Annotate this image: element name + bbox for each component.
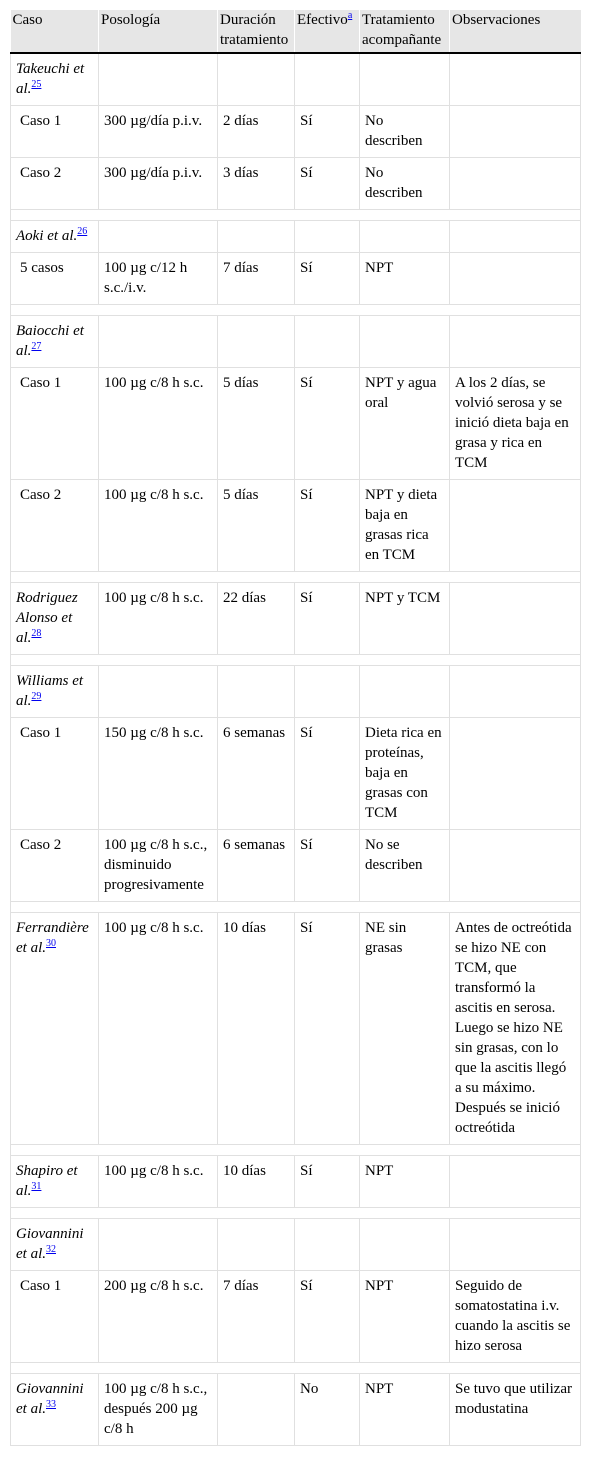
cell-observaciones (450, 480, 581, 572)
duracion-text: 3 días (223, 165, 259, 181)
spacer-cell (11, 902, 581, 913)
tratamiento-text: NPT y TCM (365, 590, 441, 606)
cell-duracion (218, 913, 295, 1145)
efectivo-text: Sí (300, 1163, 313, 1179)
tratamiento-text: No describen (365, 113, 423, 149)
cell-posologia (99, 316, 218, 368)
cell-caso (11, 666, 99, 718)
tratamiento-text: Dieta rica en proteínas, baja en grasas con TCM (365, 725, 442, 821)
case-row (11, 480, 581, 572)
study-row (11, 316, 581, 368)
efectivo-text: Sí (300, 375, 313, 391)
cell-tratamiento (360, 1271, 450, 1363)
header-row (11, 10, 581, 53)
table-body (11, 53, 581, 1446)
duracion-text: 6 semanas (223, 725, 286, 741)
cell-observaciones (450, 830, 581, 902)
caso-text: 5 casos (20, 260, 64, 276)
cell-posologia (99, 1271, 218, 1363)
spacer-cell (11, 1363, 581, 1374)
cell-posologia (99, 53, 218, 106)
cell-efectivo (295, 1374, 360, 1446)
posologia-text: 100 µg c/8 h s.c. (104, 590, 204, 606)
reference-link[interactable]: 32 (46, 1244, 56, 1255)
study-row (11, 666, 581, 718)
cell-tratamiento (360, 53, 450, 106)
spacer-row (11, 902, 581, 913)
octreotide-cases-table (10, 10, 581, 1446)
spacer-cell (11, 1208, 581, 1219)
case-row (11, 158, 581, 210)
cell-caso (11, 1271, 99, 1363)
duracion-text: 7 días (223, 260, 259, 276)
reference-link[interactable]: 26 (77, 226, 88, 237)
caso-text: Takeuchi et al. (16, 61, 85, 97)
tratamiento-text: No describen (365, 165, 423, 201)
cell-posologia (99, 718, 218, 830)
caso-text: Caso 1 (20, 375, 62, 391)
spacer-row (11, 655, 581, 666)
cell-efectivo (295, 53, 360, 106)
caso-text: Rodriguez Alonso et al. (16, 590, 78, 646)
cell-efectivo (295, 1156, 360, 1208)
cell-tratamiento (360, 666, 450, 718)
spacer-row (11, 572, 581, 583)
cell-caso (11, 830, 99, 902)
tratamiento-text: No se describen (365, 837, 423, 873)
cell-duracion (218, 1271, 295, 1363)
posologia-text: 300 µg/día p.i.v. (104, 113, 203, 129)
efectivo-text: Sí (300, 165, 313, 181)
cell-duracion (218, 718, 295, 830)
caso-text: Caso 2 (20, 837, 62, 853)
caso-text: Caso 2 (20, 487, 62, 503)
posologia-text: 100 µg c/8 h s.c., después 200 µg c/8 h (104, 1381, 208, 1437)
posologia-text: 300 µg/día p.i.v. (104, 165, 203, 181)
cell-efectivo (295, 480, 360, 572)
reference-link[interactable]: 33 (46, 1399, 56, 1410)
cell-tratamiento (360, 316, 450, 368)
duracion-text: 10 días (223, 1163, 266, 1179)
posologia-text: 100 µg c/8 h s.c. (104, 375, 204, 391)
cell-observaciones (450, 1156, 581, 1208)
caso-text: Caso 1 (20, 1278, 62, 1294)
tratamiento-text: NPT y dieta baja en grasas rica en TCM (365, 487, 438, 563)
cell-posologia (99, 666, 218, 718)
cell-duracion (218, 368, 295, 480)
cell-efectivo (295, 583, 360, 655)
cell-efectivo (295, 106, 360, 158)
cell-duracion (218, 830, 295, 902)
cell-efectivo (295, 316, 360, 368)
spacer-row (11, 1363, 581, 1374)
cell-posologia (99, 1219, 218, 1271)
header-efectivo-label: Efectivo (297, 12, 348, 28)
tratamiento-text: NPT y agua oral (365, 375, 437, 411)
cell-caso (11, 221, 99, 253)
cell-posologia (99, 253, 218, 305)
cell-caso (11, 53, 99, 106)
caso-text: Caso 1 (20, 113, 62, 129)
cell-tratamiento (360, 221, 450, 253)
duracion-text: 22 días (223, 590, 266, 606)
study-row (11, 913, 581, 1145)
study-row (11, 1374, 581, 1446)
cell-observaciones (450, 316, 581, 368)
cell-observaciones (450, 913, 581, 1145)
cell-observaciones (450, 368, 581, 480)
cell-duracion (218, 158, 295, 210)
reference-link[interactable]: 25 (31, 79, 42, 90)
cell-posologia (99, 368, 218, 480)
reference-link[interactable]: 27 (31, 341, 42, 352)
duracion-text: 5 días (223, 487, 259, 503)
cell-observaciones (450, 158, 581, 210)
cell-efectivo (295, 830, 360, 902)
reference-link[interactable]: 30 (46, 938, 56, 949)
cell-duracion (218, 106, 295, 158)
spacer-cell (11, 572, 581, 583)
observaciones-text: Antes de octreótida se hizo NE con TCM, que transformó la ascitis en serosa. Luego se hizo NE sin grasas, con lo que la ascitis llegó a su máximo. Después se inició octreótida (455, 920, 572, 1136)
cell-caso (11, 718, 99, 830)
header-caso: Caso (11, 10, 99, 53)
reference-link[interactable]: 28 (31, 628, 42, 639)
cell-caso (11, 1219, 99, 1271)
header-tratamiento: Tratamiento acompañante (360, 10, 450, 53)
caso-text: Ferrandière et al. (16, 920, 89, 956)
observaciones-text: Se tuvo que utilizar modustatina (455, 1381, 573, 1417)
efectivo-text: Sí (300, 837, 313, 853)
cell-observaciones (450, 666, 581, 718)
cell-tratamiento (360, 583, 450, 655)
cell-tratamiento (360, 253, 450, 305)
cell-observaciones (450, 253, 581, 305)
efectivo-text: Sí (300, 260, 313, 276)
cell-duracion (218, 1156, 295, 1208)
tratamiento-text: NPT (365, 1381, 394, 1397)
header-efectivo (295, 10, 360, 53)
cell-observaciones (450, 1219, 581, 1271)
observaciones-text: A los 2 días, se volvió serosa y se inició dieta baja en grasa y rica en TCM (455, 375, 569, 471)
case-row (11, 368, 581, 480)
cell-observaciones (450, 106, 581, 158)
footnote-link[interactable]: a (347, 10, 353, 21)
spacer-row (11, 210, 581, 221)
caso-text: Aoki et al. (16, 228, 78, 244)
posologia-text: 100 µg c/12 h s.c./i.v. (104, 260, 188, 296)
efectivo-text: Sí (300, 1278, 313, 1294)
cell-posologia (99, 913, 218, 1145)
caso-text: Baiocchi et al. (16, 323, 84, 359)
cell-posologia (99, 221, 218, 253)
cell-tratamiento (360, 1219, 450, 1271)
duracion-text: 6 semanas (223, 837, 286, 853)
cell-efectivo (295, 718, 360, 830)
tratamiento-text: NPT (365, 1278, 394, 1294)
cell-caso (11, 368, 99, 480)
cell-efectivo (295, 1219, 360, 1271)
case-row (11, 253, 581, 305)
cell-posologia (99, 106, 218, 158)
case-row (11, 106, 581, 158)
efectivo-text: Sí (300, 725, 313, 741)
cell-caso (11, 316, 99, 368)
observaciones-text: Seguido de somatostatina i.v. cuando la ascitis se hizo serosa (455, 1278, 571, 1354)
cell-caso (11, 106, 99, 158)
cell-caso (11, 158, 99, 210)
cell-caso (11, 480, 99, 572)
cell-duracion (218, 53, 295, 106)
cell-observaciones (450, 53, 581, 106)
study-row (11, 53, 581, 106)
cell-efectivo (295, 1271, 360, 1363)
cell-observaciones (450, 1374, 581, 1446)
cell-posologia (99, 830, 218, 902)
posologia-text: 100 µg c/8 h s.c. (104, 1163, 204, 1179)
cell-posologia (99, 158, 218, 210)
cell-tratamiento (360, 1374, 450, 1446)
caso-text: Giovannini et al. (16, 1381, 84, 1417)
cell-tratamiento (360, 480, 450, 572)
cell-observaciones (450, 718, 581, 830)
posologia-text: 100 µg c/8 h s.c., disminuido progresivamente (104, 837, 208, 893)
efectivo-text: No (300, 1381, 319, 1397)
duracion-text: 5 días (223, 375, 259, 391)
header-posologia: Posología (99, 10, 218, 53)
study-row (11, 1156, 581, 1208)
cell-observaciones (450, 1271, 581, 1363)
cell-duracion (218, 666, 295, 718)
cell-tratamiento (360, 1156, 450, 1208)
cell-duracion (218, 480, 295, 572)
posologia-text: 100 µg c/8 h s.c. (104, 487, 204, 503)
tratamiento-text: NPT (365, 1163, 394, 1179)
study-row (11, 1219, 581, 1271)
spacer-row (11, 305, 581, 316)
cell-efectivo (295, 368, 360, 480)
cell-caso (11, 1156, 99, 1208)
cell-efectivo (295, 221, 360, 253)
cell-tratamiento (360, 913, 450, 1145)
cell-tratamiento (360, 830, 450, 902)
cell-efectivo (295, 158, 360, 210)
cell-posologia (99, 583, 218, 655)
efectivo-text: Sí (300, 487, 313, 503)
spacer-cell (11, 210, 581, 221)
duracion-text: 10 días (223, 920, 266, 936)
spacer-row (11, 1145, 581, 1156)
spacer-cell (11, 1145, 581, 1156)
tratamiento-text: NE sin grasas (365, 920, 407, 956)
efectivo-text: Sí (300, 590, 313, 606)
cell-duracion (218, 583, 295, 655)
cell-caso (11, 913, 99, 1145)
efectivo-text: Sí (300, 920, 313, 936)
cell-caso (11, 583, 99, 655)
cell-caso (11, 253, 99, 305)
cell-efectivo (295, 253, 360, 305)
spacer-cell (11, 305, 581, 316)
cell-duracion (218, 1374, 295, 1446)
header-observaciones: Observaciones (450, 10, 581, 53)
cell-tratamiento (360, 158, 450, 210)
cell-tratamiento (360, 368, 450, 480)
duracion-text: 2 días (223, 113, 259, 129)
spacer-row (11, 1208, 581, 1219)
cell-duracion (218, 221, 295, 253)
posologia-text: 150 µg c/8 h s.c. (104, 725, 204, 741)
cell-efectivo (295, 666, 360, 718)
caso-text: Caso 2 (20, 165, 62, 181)
case-row (11, 1271, 581, 1363)
cell-duracion (218, 316, 295, 368)
cell-posologia (99, 1156, 218, 1208)
posologia-text: 200 µg c/8 h s.c. (104, 1278, 204, 1294)
cell-caso (11, 1374, 99, 1446)
cell-observaciones (450, 221, 581, 253)
reference-link[interactable]: 31 (31, 1181, 42, 1192)
study-row (11, 221, 581, 253)
header-duracion: Duración tratamiento (218, 10, 295, 53)
cell-efectivo (295, 913, 360, 1145)
cell-tratamiento (360, 106, 450, 158)
duracion-text: 7 días (223, 1278, 259, 1294)
spacer-cell (11, 655, 581, 666)
cell-posologia (99, 480, 218, 572)
tratamiento-text: NPT (365, 260, 394, 276)
caso-text: Shapiro et al. (16, 1163, 78, 1199)
case-row (11, 830, 581, 902)
study-row (11, 583, 581, 655)
cell-duracion (218, 253, 295, 305)
reference-link[interactable]: 29 (31, 691, 42, 702)
cell-tratamiento (360, 718, 450, 830)
posologia-text: 100 µg c/8 h s.c. (104, 920, 204, 936)
cell-observaciones (450, 583, 581, 655)
efectivo-text: Sí (300, 113, 313, 129)
caso-text: Giovannini et al. (16, 1226, 84, 1262)
caso-text: Williams et al. (16, 673, 84, 709)
caso-text: Caso 1 (20, 725, 62, 741)
table-header (11, 10, 581, 53)
cell-duracion (218, 1219, 295, 1271)
case-row (11, 718, 581, 830)
cell-posologia (99, 1374, 218, 1446)
